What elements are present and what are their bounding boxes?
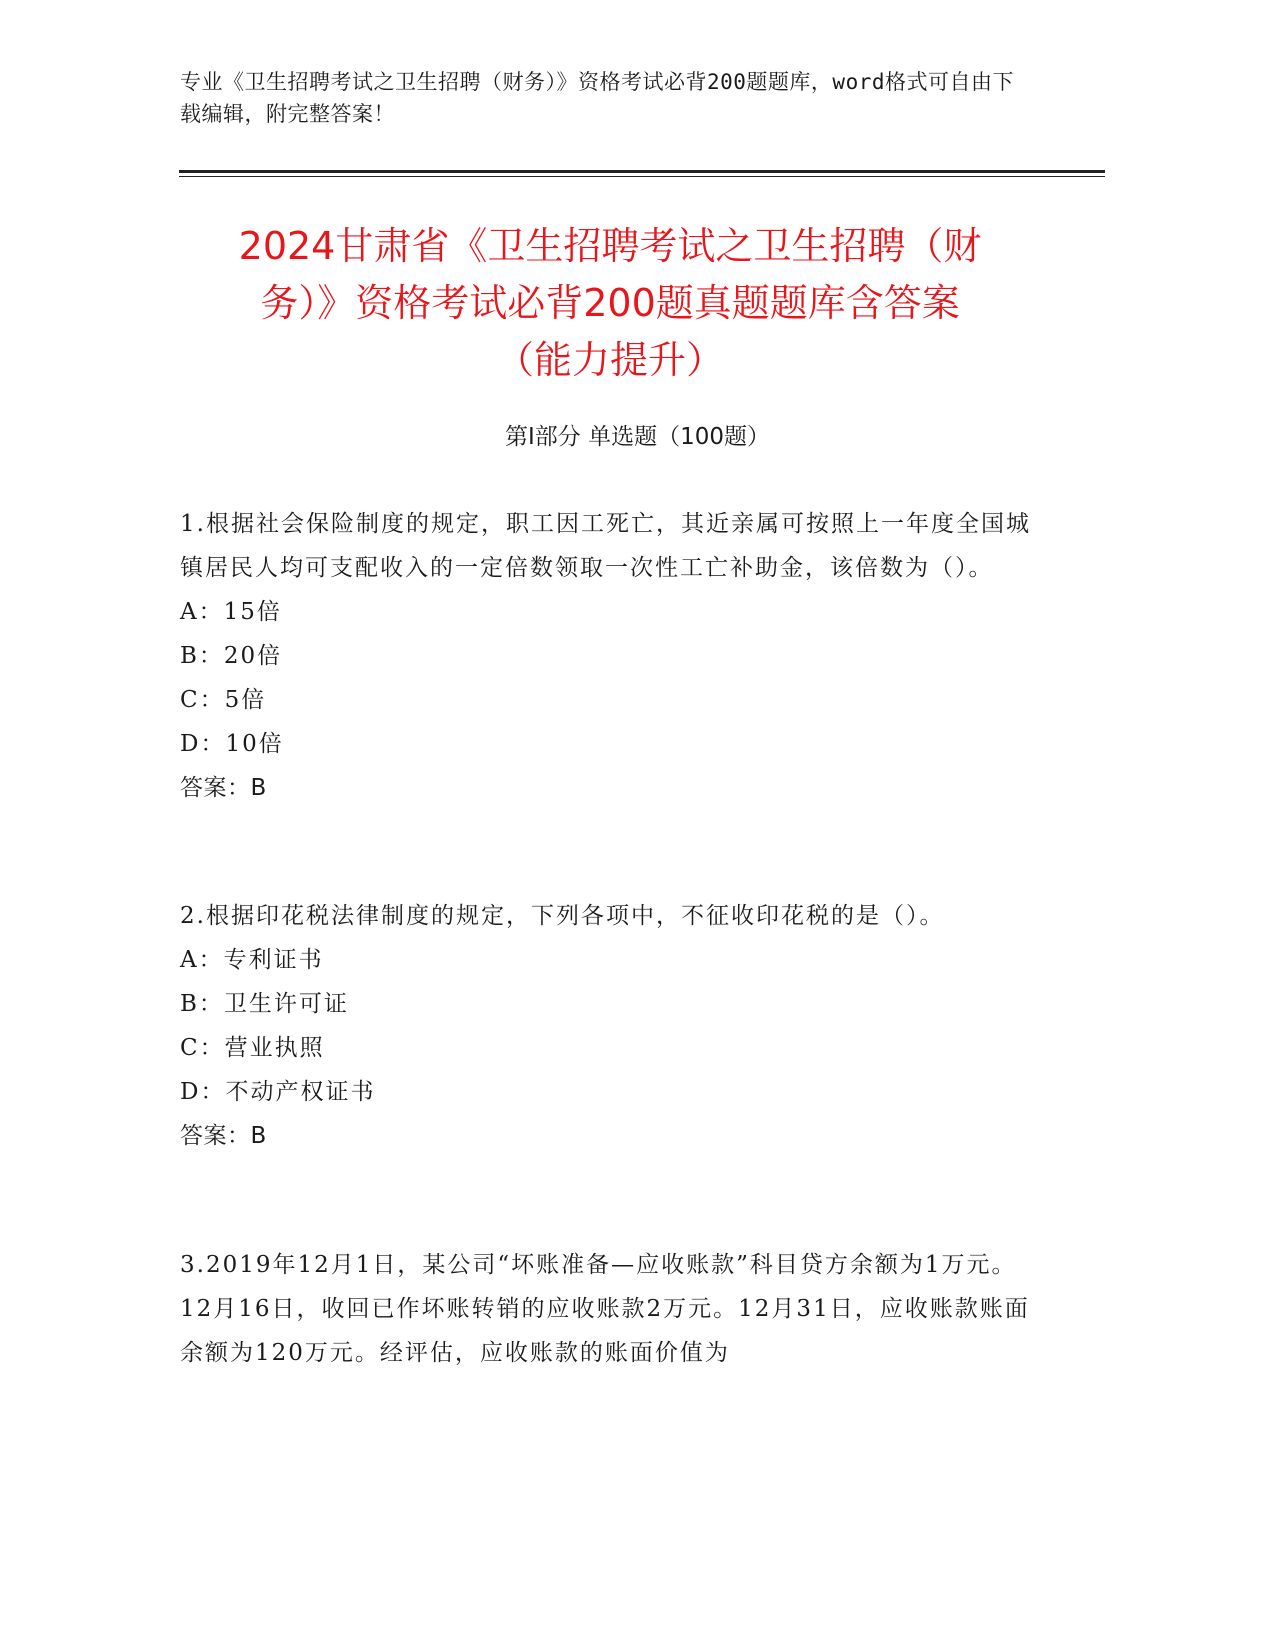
- question-stem: 2.根据印花税法律制度的规定，下列各项中，不征收印花税的是（）。: [180, 903, 945, 929]
- option-c: C：营业执照: [180, 1035, 325, 1061]
- title-line-1: 2024甘肃省《卫生招聘考试之卫生招聘（财: [238, 224, 982, 268]
- header-note: 专业《卫生招聘考试之卫生招聘（财务）》资格考试必背200题题库，word格式可自由下载编辑，附完整答案！: [180, 70, 1014, 126]
- option-d: D：不动产权证书: [180, 1079, 376, 1105]
- question-3: [180, 1243, 1040, 1375]
- title-line-2: 务）》资格考试必背200题真题题库含答案: [260, 281, 960, 325]
- header-rule-thick: [179, 170, 1105, 173]
- question-stem: 3.2019年12月1日，某公司“坏账准备—应收账款”科目贷方余额为1万元。12月16日，收回已作坏账转销的应收账款2万元。12月31日，应收账款账面余额为120万元。经评估，应收账款的账面价值为: [180, 1252, 1030, 1366]
- option-b: B：20倍: [180, 643, 283, 669]
- question-1: [180, 502, 1040, 810]
- option-d: D：10倍: [180, 731, 284, 757]
- option-a: A：15倍: [180, 599, 282, 625]
- page-title: [150, 218, 1070, 389]
- question-2: [180, 894, 1040, 1158]
- title-line-3: （能力提升）: [495, 338, 724, 382]
- header-rule-thin: [179, 176, 1105, 177]
- option-a: A：专利证书: [180, 947, 324, 973]
- answer: 答案：B: [180, 775, 267, 801]
- section-heading: 第I部分 单选题（100题）: [505, 424, 770, 450]
- answer: 答案：B: [180, 1123, 267, 1149]
- option-c: C：5倍: [180, 687, 267, 713]
- question-stem: 1.根据社会保险制度的规定，职工因工死亡，其近亲属可按照上一年度全国城镇居民人均可支配收入的一定倍数领取一次性工亡补助金，该倍数为（）。: [180, 511, 1031, 581]
- option-b: B：卫生许可证: [180, 991, 349, 1017]
